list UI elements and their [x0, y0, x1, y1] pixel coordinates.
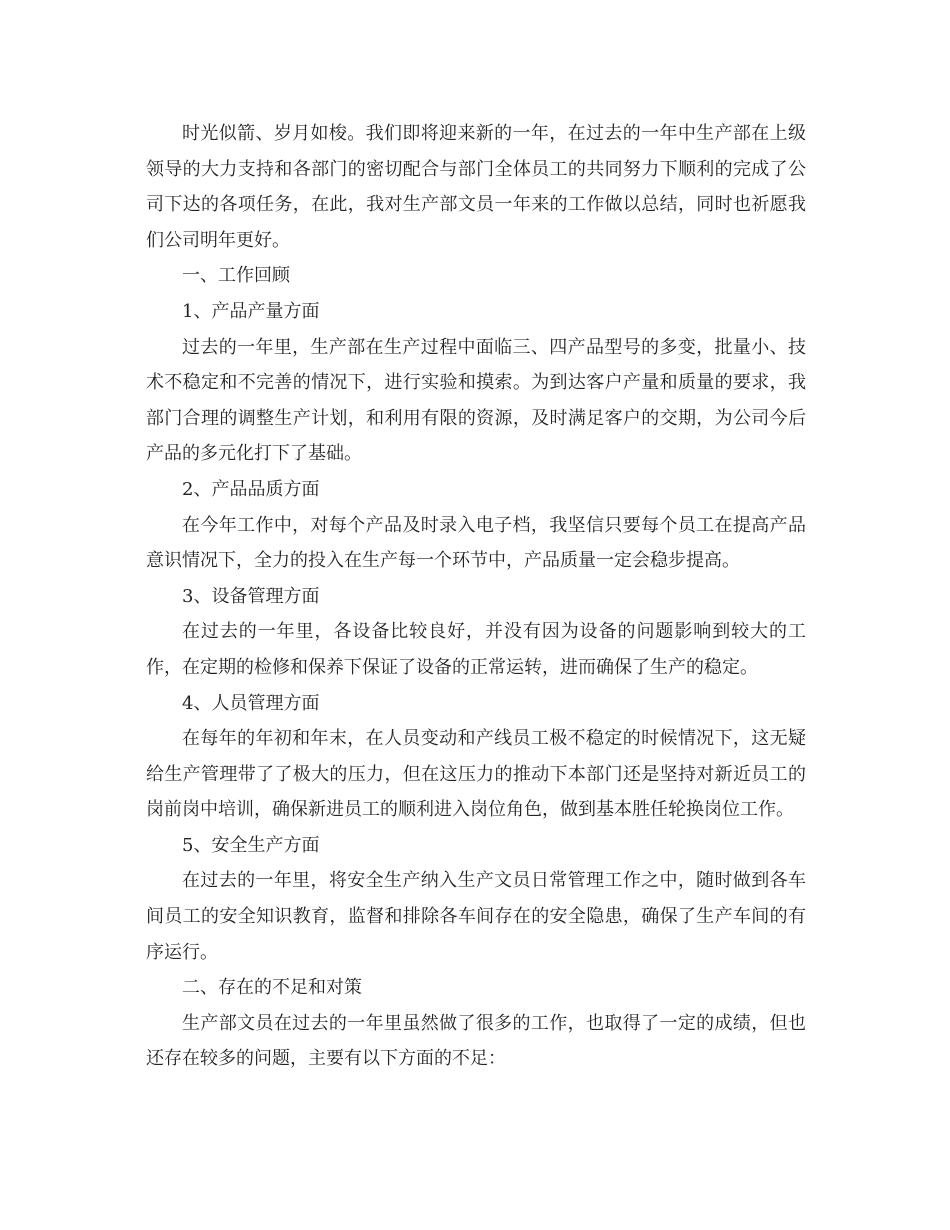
paragraph-shortcomings: 生产部文员在过去的一年里虽然做了很多的工作，也取得了一定的成绩，但也还存在较多的问题，主要有以下方面的不足： — [146, 1012, 806, 1070]
subheading-equipment-management: 3、设备管理方面 — [182, 585, 320, 607]
subheading-safety-production: 5、安全生产方面 — [182, 834, 320, 856]
paragraph-equipment-management: 在过去的一年里，各设备比较良好，并没有因为设备的问题影响到较大的工作，在定期的检修和保养下保证了设备的正常运转，进而确保了生产的稳定。 — [146, 621, 806, 678]
paragraph-product-quality: 在今年工作中，对每个产品及时录入电子档，我坚信只要每个员工在提高产品意识情况下，全力的投入在生产每一个环节中，产品质量一定会稳步提高。 — [146, 514, 806, 572]
intro-paragraph: 时光似箭、岁月如梭。我们即将迎来新的一年，在过去的一年中生产部在上级领导的大力支持和各部门的密切配合与部门全体员工的共同努力下顺利的完成了公司下达的各项任务，在此，我对生产部文员一年来的工作做以总结，同时也祈愿我们公司明年更好。 — [146, 123, 806, 251]
paragraph-personnel-management: 在每年的年初和年末，在人员变动和产线员工极不稳定的时候情况下，这无疑给生产管理带了了极大的压力，但在这压力的推动下本部门还是坚持对新近员工的岗前岗中培训，确保新进员工的顺利进入岗位角色，做到基本胜任轮换岗位工作。 — [146, 728, 806, 821]
document-body — [146, 116, 806, 1077]
subheading-product-output: 1、产品产量方面 — [182, 300, 320, 322]
subheading-product-quality: 2、产品品质方面 — [182, 478, 320, 500]
section-heading-work-review: 一、工作回顾 — [182, 265, 290, 287]
section-heading-shortcomings: 二、存在的不足和对策 — [182, 977, 362, 999]
subheading-personnel-management: 4、人员管理方面 — [182, 692, 320, 714]
paragraph-safety-production: 在过去的一年里，将安全生产纳入生产文员日常管理工作之中，随时做到各车间员工的安全知识教育，监督和排除各车间存在的安全隐患，确保了生产车间的有序运行。 — [146, 870, 806, 963]
paragraph-product-output: 过去的一年里，生产部在生产过程中面临三、四产品型号的多变，批量小、技术不稳定和不完善的情况下，进行实验和摸索。为到达客户产量和质量的要求，我部门合理的调整生产计划，和利用有限的资源，及时满足客户的交期，为公司今后产品的多元化打下了基础。 — [146, 336, 806, 465]
